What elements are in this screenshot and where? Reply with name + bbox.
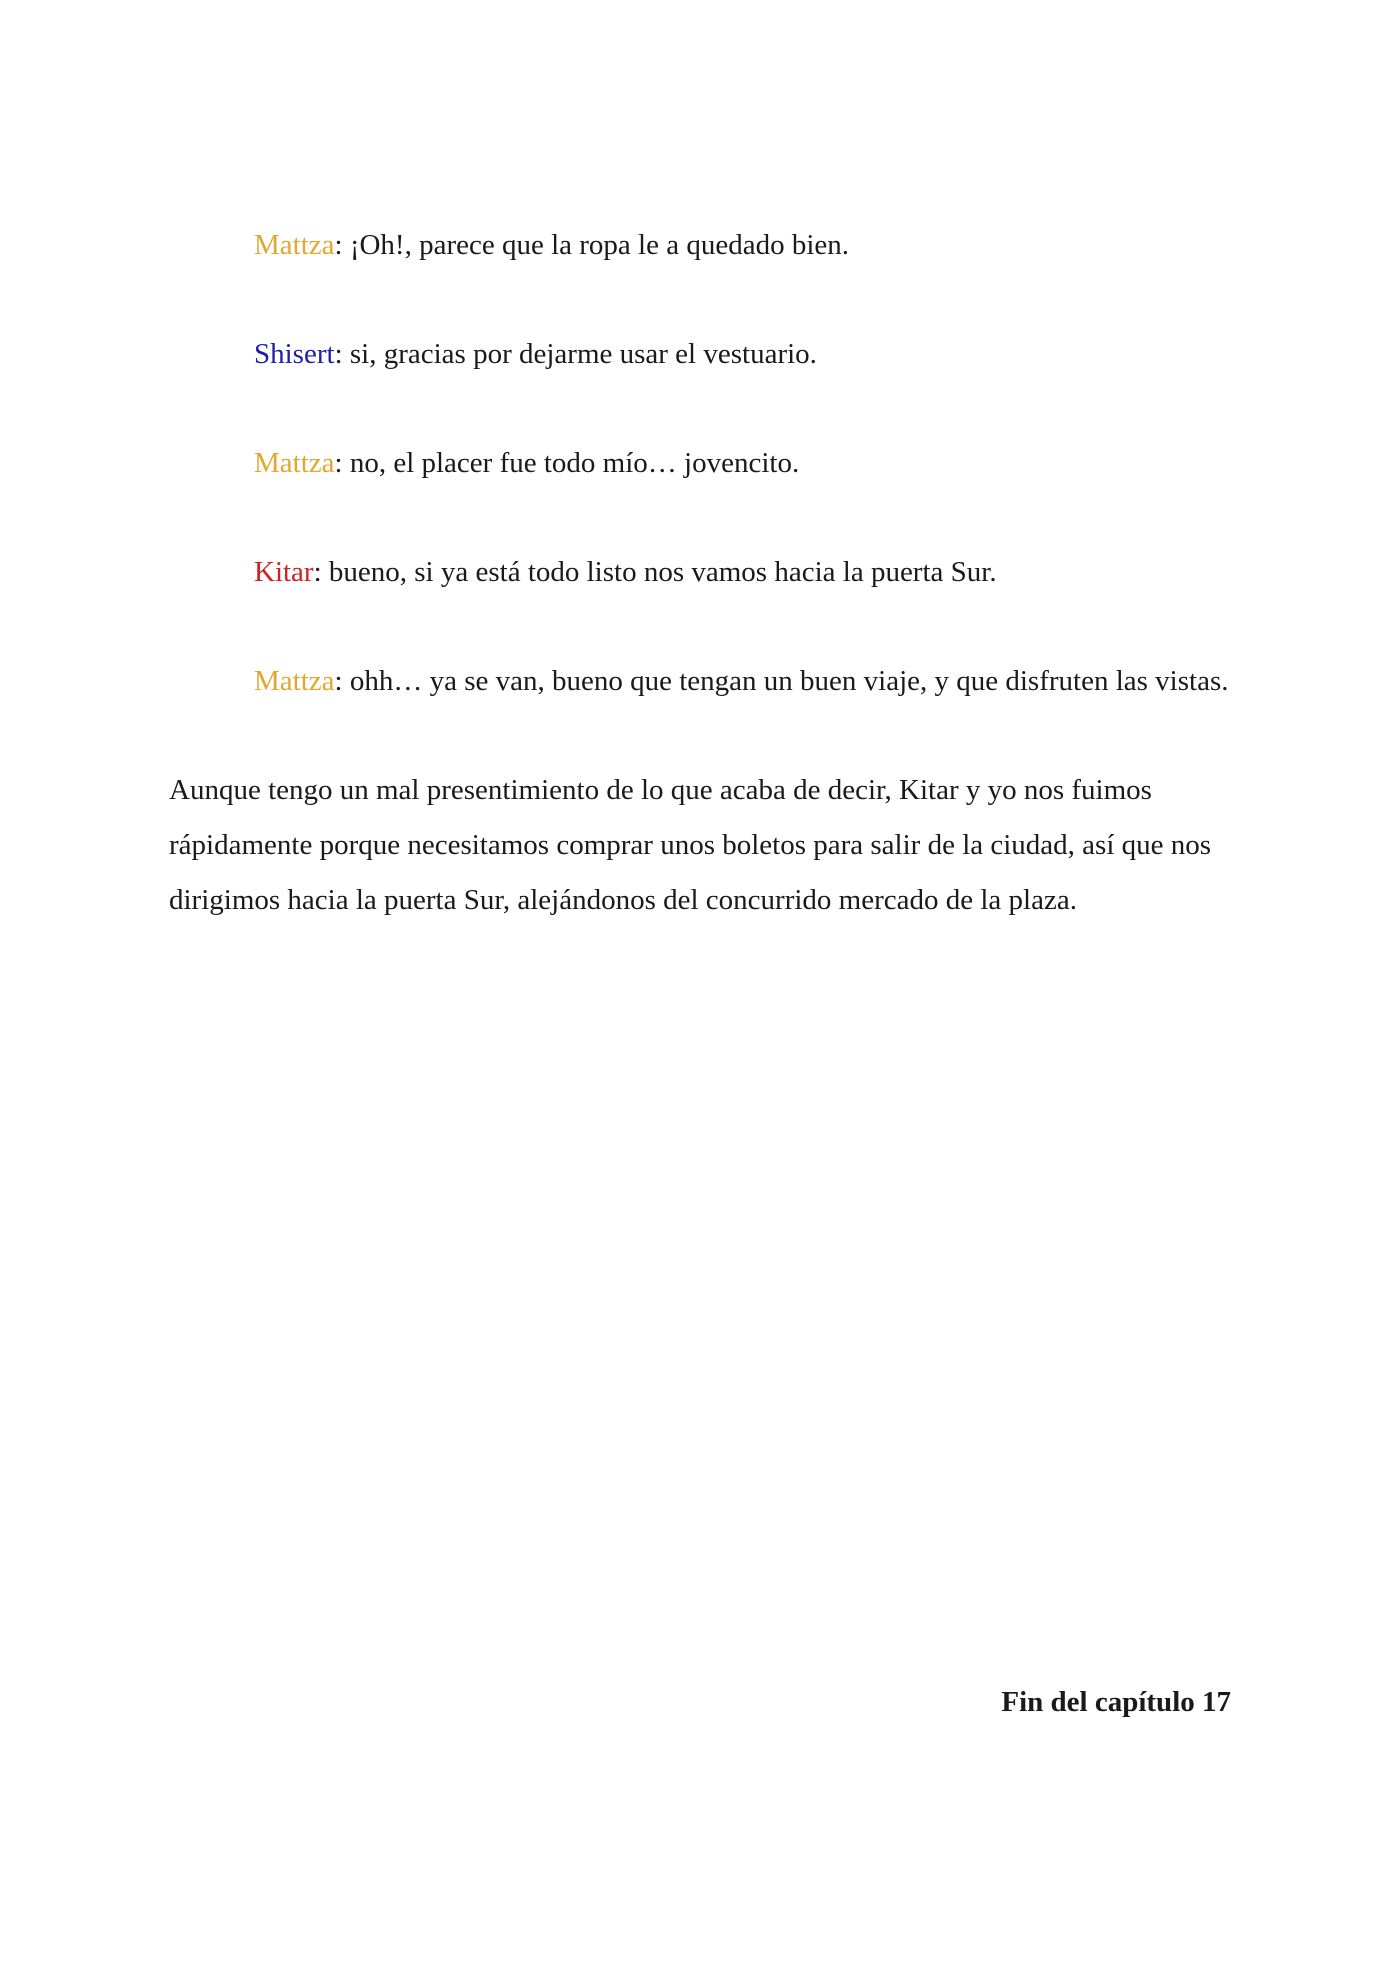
dialogue-line — [169, 218, 1231, 273]
dialogue-text: : no, el placer fue todo mío… jovencito. — [334, 447, 800, 479]
dialogue-line — [169, 545, 1231, 600]
chapter-end-label: Fin del capítulo 17 — [1001, 1686, 1231, 1718]
narration-paragraph: Aunque tengo un mal presentimiento de lo que acaba de decir, Kitar y yo nos fuimos rápidamente porque necesitamos comprar unos boletos para salir de la ciudad, así que nos dirigimos hacia la puerta Sur, alejándonos del concurrido mercado de la plaza. — [169, 774, 1212, 916]
dialogue-line — [169, 654, 1231, 709]
dialogue-text: : bueno, si ya está todo listo nos vamos hacia la puerta Sur. — [313, 556, 997, 588]
speaker-name: Mattza — [254, 447, 335, 479]
dialogue-line — [169, 327, 1231, 382]
speaker-name: Mattza — [254, 229, 335, 261]
speaker-name: Shisert — [254, 338, 335, 370]
dialogue-text: : ohh… ya se van, bueno que tengan un buen viaje, y que disfruten las vistas. — [334, 665, 1229, 697]
speaker-name: Mattza — [254, 665, 335, 697]
dialogue-text: : si, gracias por dejarme usar el vestuario. — [334, 338, 817, 370]
speaker-name: Kitar — [254, 556, 314, 588]
dialogue-line — [169, 436, 1231, 491]
dialogue-text: : ¡Oh!, parece que la ropa le a quedado bien. — [334, 229, 850, 261]
page-content — [169, 218, 1231, 928]
